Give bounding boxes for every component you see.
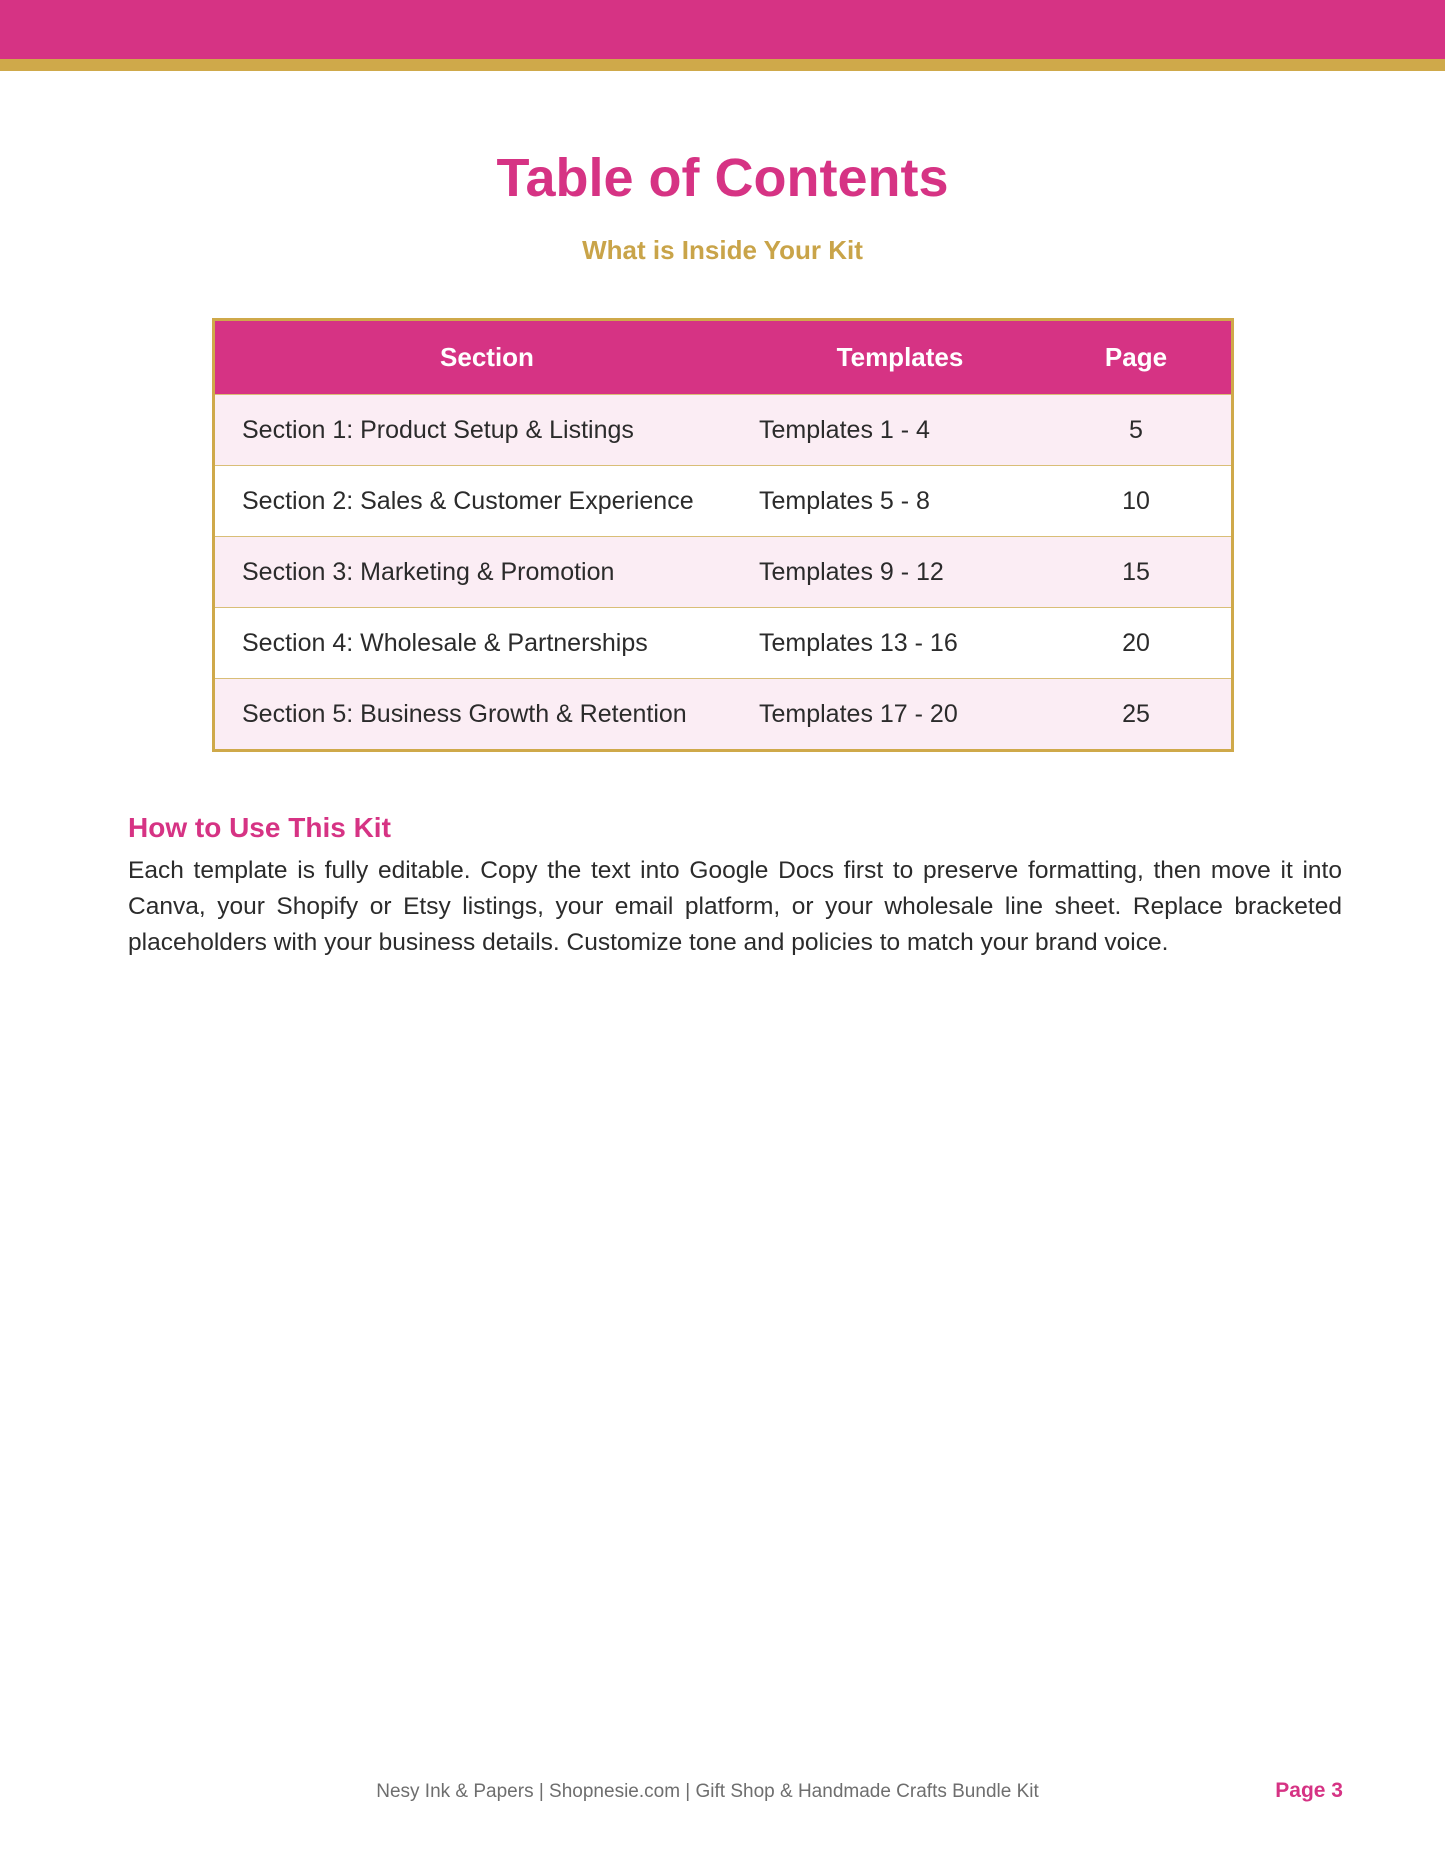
toc-header-templates: Templates <box>759 320 1041 395</box>
toc-cell-page: 25 <box>1041 679 1233 751</box>
toc-header-row <box>214 320 1233 395</box>
toc-cell-section: Section 4: Wholesale & Partnerships <box>214 608 760 679</box>
toc-cell-templates: Templates 9 - 12 <box>759 537 1041 608</box>
toc-cell-page: 5 <box>1041 395 1233 466</box>
toc-cell-templates: Templates 13 - 16 <box>759 608 1041 679</box>
footer-text: Nesy Ink & Papers | Shopnesie.com | Gift Shop & Handmade Crafts Bundle Kit <box>376 1781 1039 1802</box>
how-to-body: Each template is fully editable. Copy the text into Google Docs first to preserve formatting, then move it into Canva, your Shopify or Etsy listings, your email platform, or your wholesale line sheet. Replace bracketed placeholders with your business details. Customize tone and policies to match your brand voice. <box>128 857 1342 956</box>
toc-cell-section: Section 3: Marketing & Promotion <box>214 537 760 608</box>
toc-table <box>212 318 1234 752</box>
toc-cell-page: 10 <box>1041 466 1233 537</box>
toc-cell-section: Section 5: Business Growth & Retention <box>214 679 760 751</box>
table-row <box>214 679 1233 751</box>
page-subtitle: What is Inside Your Kit <box>582 235 863 265</box>
page-number: Page 3 <box>1275 1779 1343 1802</box>
toc-cell-page: 15 <box>1041 537 1233 608</box>
toc-header-page: Page <box>1041 320 1233 395</box>
toc-header-section: Section <box>214 320 760 395</box>
header-band <box>0 0 1445 59</box>
toc-cell-templates: Templates 5 - 8 <box>759 466 1041 537</box>
table-row <box>214 537 1233 608</box>
page-title: Table of Contents <box>496 148 949 208</box>
toc-cell-page: 20 <box>1041 608 1233 679</box>
toc-cell-templates: Templates 17 - 20 <box>759 679 1041 751</box>
table-row <box>214 466 1233 537</box>
header-gold-rule <box>0 59 1445 71</box>
how-to-heading: How to Use This Kit <box>128 812 391 843</box>
toc-cell-templates: Templates 1 - 4 <box>759 395 1041 466</box>
toc-cell-section: Section 2: Sales & Customer Experience <box>214 466 760 537</box>
table-row <box>214 395 1233 466</box>
toc-cell-section: Section 1: Product Setup & Listings <box>214 395 760 466</box>
table-row <box>214 608 1233 679</box>
